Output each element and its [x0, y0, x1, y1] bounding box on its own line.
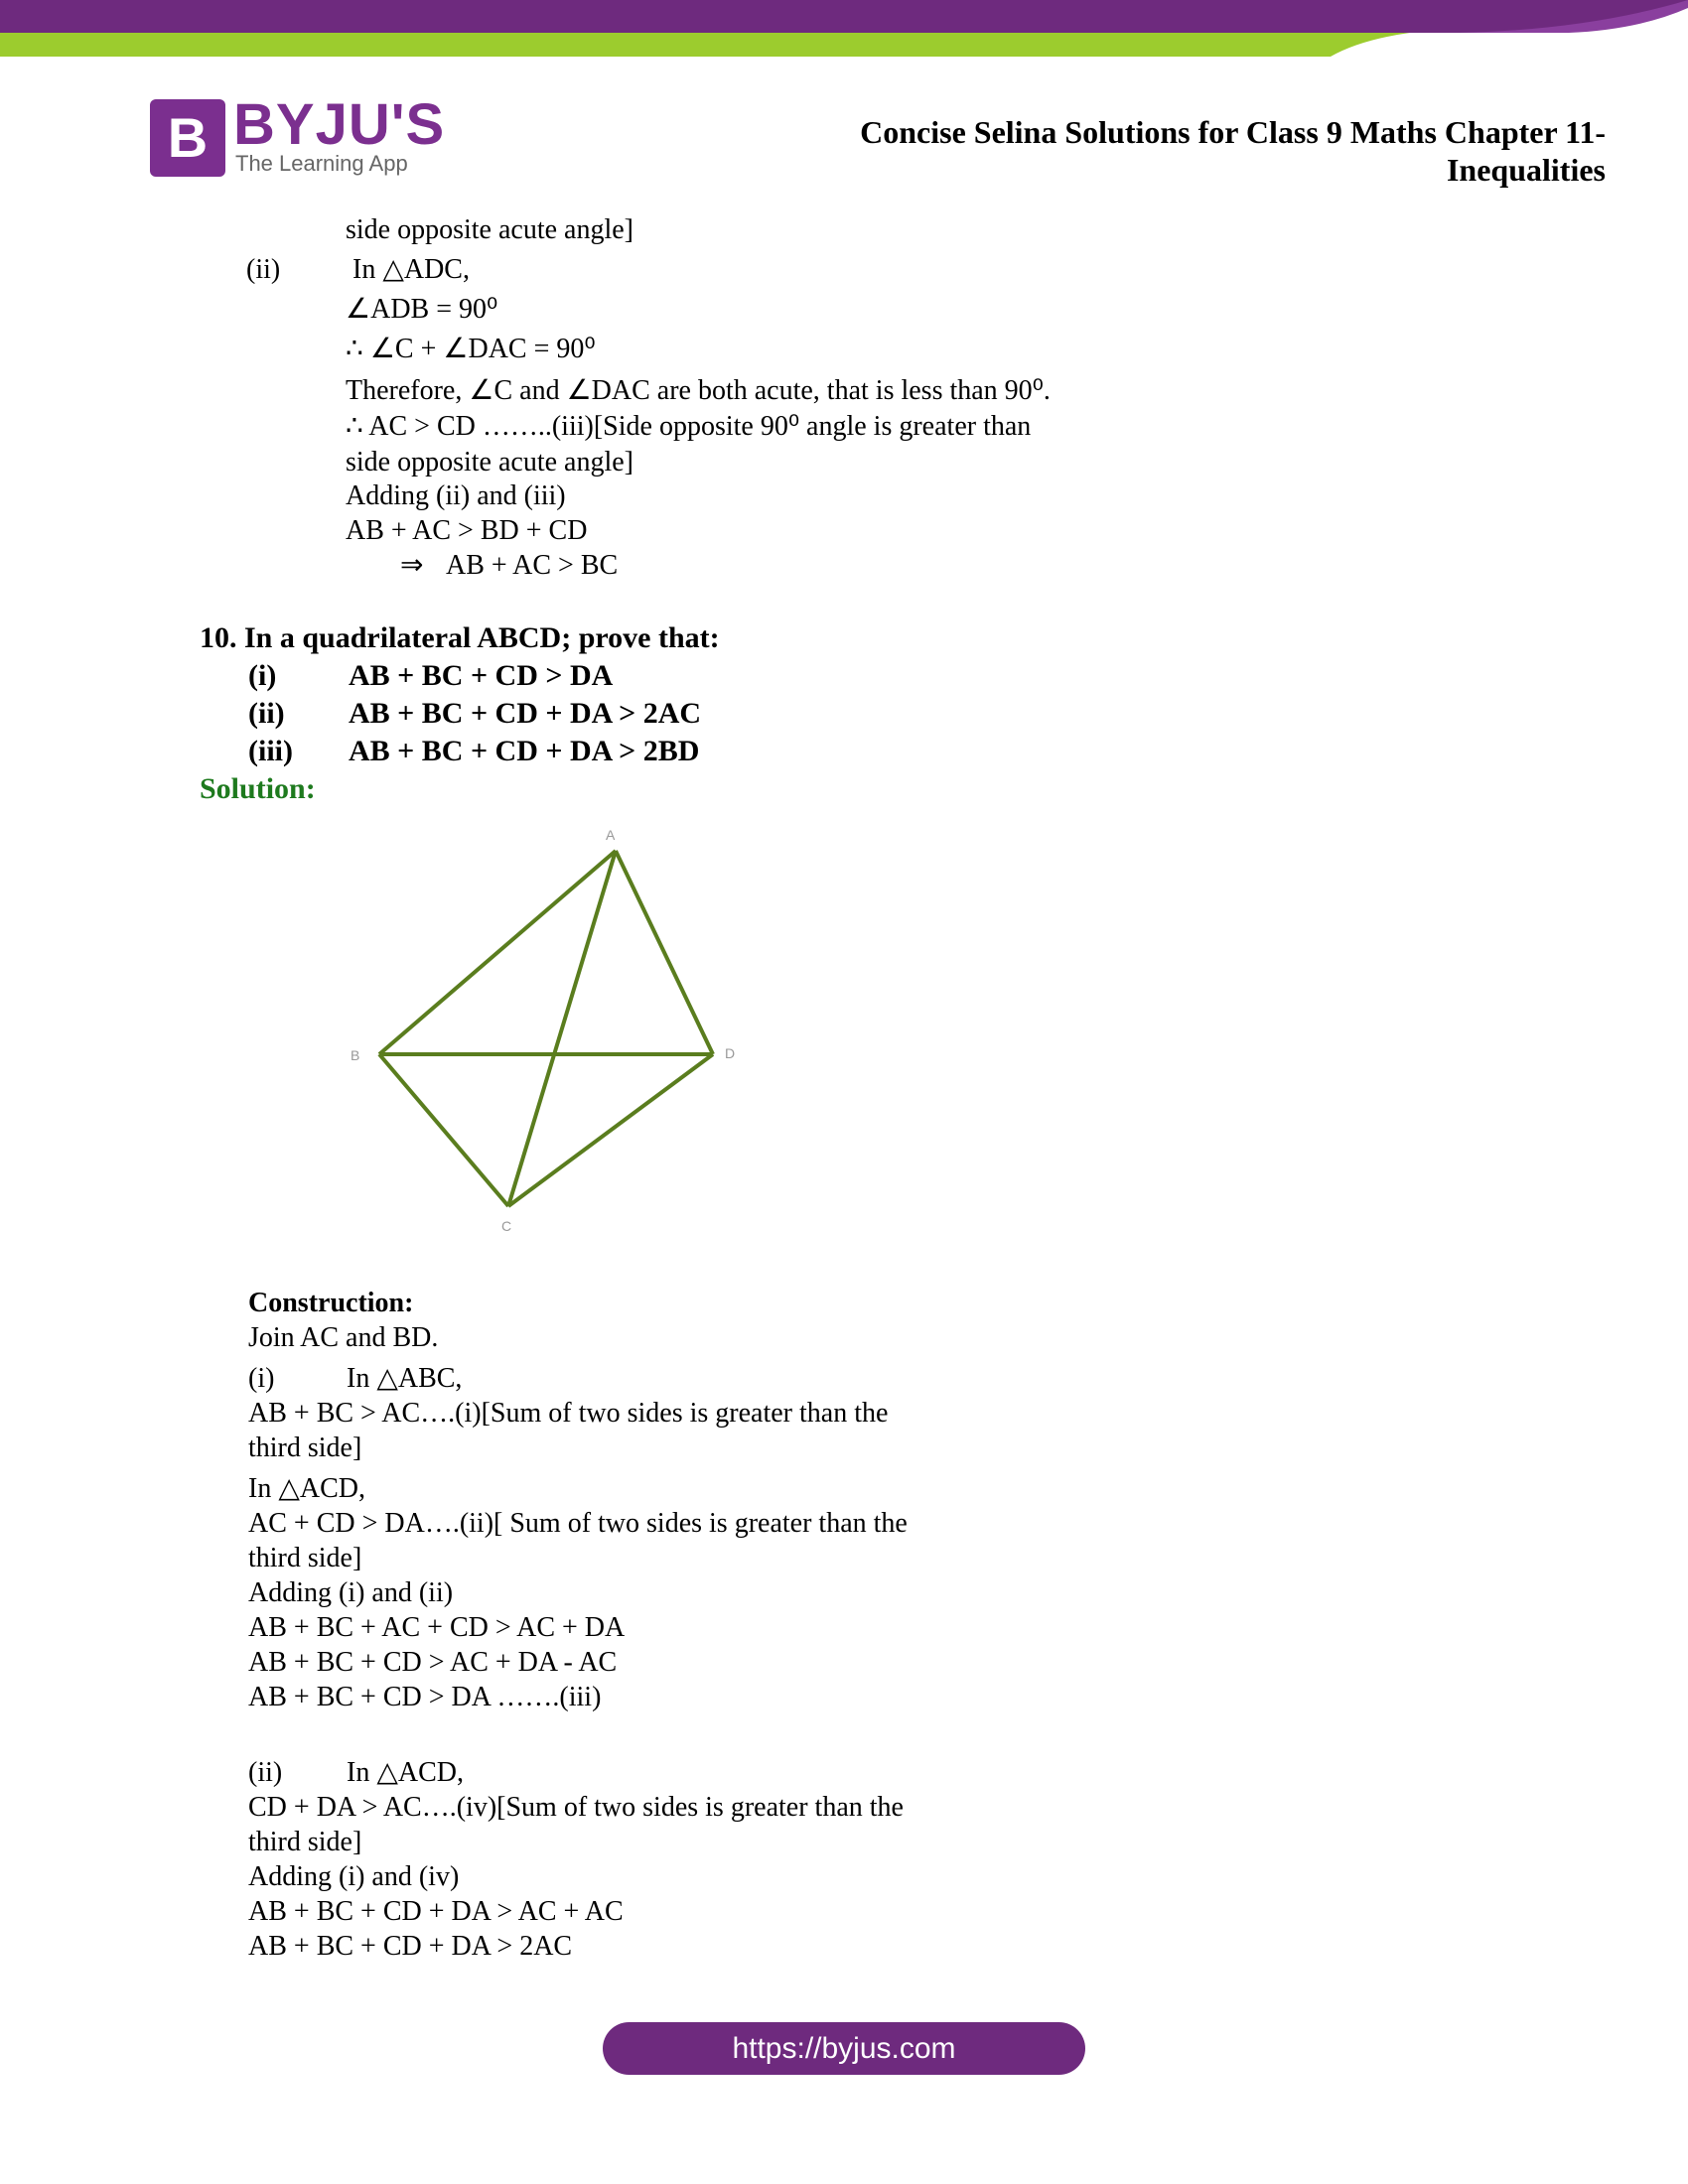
vertex-label-c: C [501, 1218, 512, 1234]
question-part-text: AB + BC + CD > DA [349, 659, 614, 692]
text-line: ∴ AC > CD ……..(iii)[Side opposite 90⁰ angle is greater than [346, 411, 1032, 442]
text-line: ∴ ∠C + ∠DAC = 90⁰ [346, 334, 596, 364]
text-line: AB + BC + CD > DA …….(iii) [248, 1682, 602, 1712]
text-line: Therefore, ∠C and ∠DAC are both acute, that is less than 90⁰. [346, 375, 1051, 406]
construction-label: Construction: [248, 1288, 414, 1318]
side-bc [379, 1054, 508, 1206]
text-line: AB + AC > BC [446, 550, 619, 581]
text-line: Adding (ii) and (iii) [346, 480, 566, 511]
vertex-label-d: D [725, 1045, 736, 1061]
text-line: AB + BC + CD + DA > 2AC [248, 1931, 573, 1962]
diagonal-ac [508, 851, 616, 1206]
side-ad [616, 851, 713, 1054]
text-line: third side] [248, 1543, 362, 1573]
vertex-label-a: A [606, 827, 616, 843]
title-line-1: Concise Selina Solutions for Class 9 Maths Chapter 11- [860, 114, 1606, 150]
text-line: AB + BC + CD + DA > AC + AC [248, 1896, 624, 1927]
document-title [860, 113, 1606, 189]
text-line: In △ACD, [248, 1473, 365, 1504]
text-line: side opposite acute angle] [346, 447, 634, 478]
text-line: third side] [248, 1827, 362, 1857]
text-line: In △ADC, [352, 254, 470, 285]
question-title: 10. In a quadrilateral ABCD; prove that: [200, 621, 720, 654]
logo-mark: B [150, 99, 225, 177]
text-line: side opposite acute angle] [346, 214, 634, 245]
implies-arrow-icon: ⇒ [400, 550, 424, 581]
side-cd [508, 1054, 713, 1206]
text-line: AB + BC > AC….(i)[Sum of two sides is greater than the [248, 1398, 889, 1429]
solution-label: Solution: [200, 772, 316, 805]
text-line: AB + BC + AC + CD > AC + DA [248, 1612, 626, 1643]
title-line-2: Inequalities [1446, 152, 1606, 188]
text-line: Join AC and BD. [248, 1322, 439, 1353]
text-line: AB + BC + CD > AC + DA - AC [248, 1647, 618, 1678]
question-part-label: (ii) [248, 697, 285, 730]
byjus-logo [150, 92, 446, 181]
text-line: Adding (i) and (iv) [248, 1861, 460, 1892]
side-ab [379, 851, 616, 1054]
question-part-text: AB + BC + CD + DA > 2BD [349, 735, 700, 767]
part-label: (i) [248, 1363, 275, 1394]
part-label: (ii) [248, 1757, 283, 1788]
text-line: AB + AC > BD + CD [346, 515, 588, 546]
question-part-label: (i) [248, 659, 277, 692]
logo-name: BYJU'S [233, 92, 446, 157]
text-line: third side] [248, 1433, 362, 1463]
question-part-text: AB + BC + CD + DA > 2AC [349, 697, 702, 730]
text-line: AC + CD > DA….(ii)[ Sum of two sides is greater than the [248, 1508, 908, 1539]
text-line: Adding (i) and (ii) [248, 1577, 454, 1608]
website-link-button[interactable]: https://byjus.com [603, 2022, 1085, 2075]
text-line: ∠ADB = 90⁰ [346, 294, 498, 325]
vertex-label-b: B [351, 1047, 360, 1063]
part-label: (ii) [246, 254, 281, 285]
text-line: In △ACD, [347, 1757, 464, 1788]
text-line: In △ABC, [347, 1363, 463, 1394]
logo-tagline: The Learning App [235, 151, 408, 176]
header-banner [0, 0, 1688, 60]
question-part-label: (iii) [248, 735, 293, 767]
text-line: CD + DA > AC….(iv)[Sum of two sides is greater than the [248, 1792, 904, 1823]
